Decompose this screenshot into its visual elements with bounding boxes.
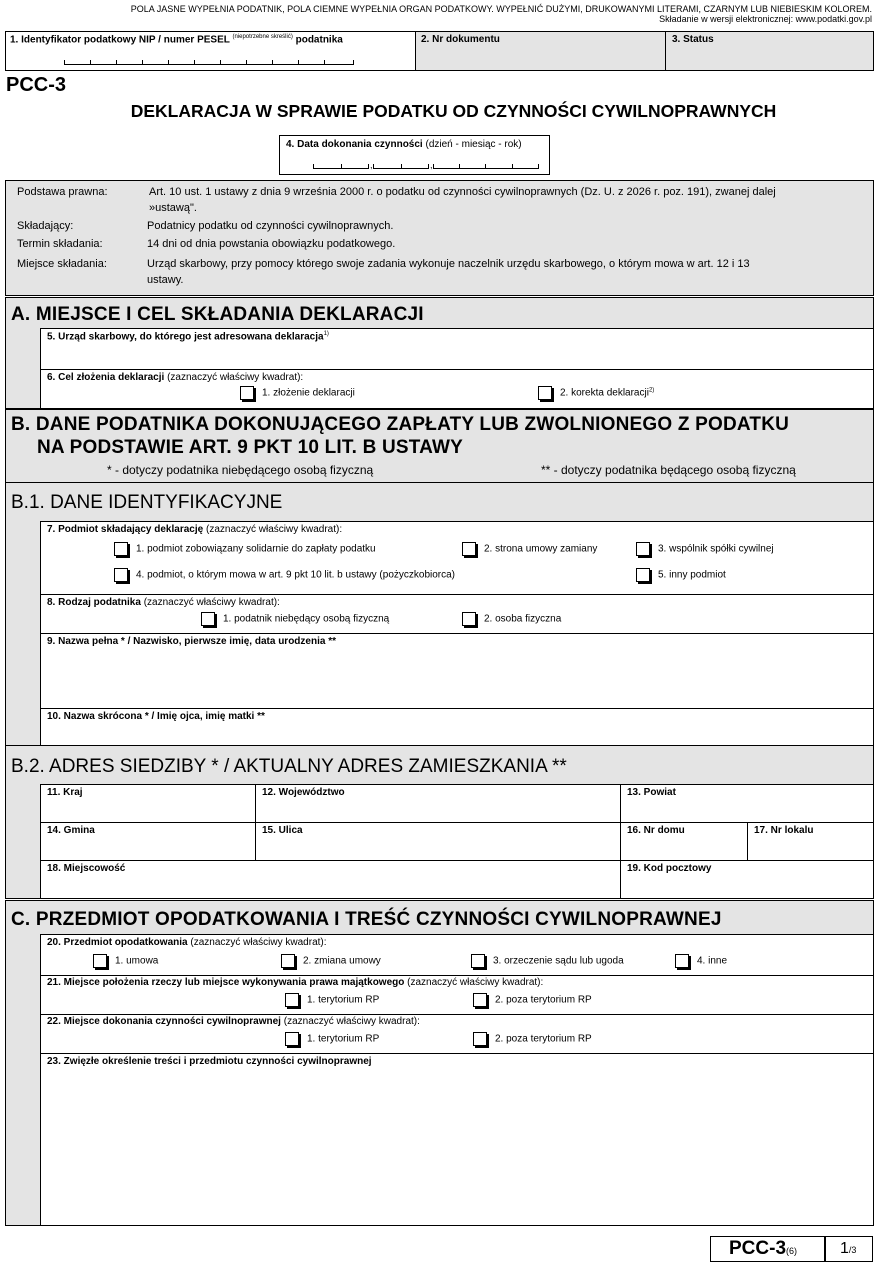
legal-person-note: * - dotyczy podatnika niebędącego osobą fizyczną <box>107 463 374 477</box>
address-grid <box>40 784 873 898</box>
field-10-short-name[interactable] <box>40 708 873 745</box>
field-2-label: 2. Nr dokumentu <box>421 34 500 45</box>
field-20-label: 20. Przedmiot opodatkowania (zaznaczyć właściwy kwadrat): <box>47 937 327 948</box>
field-17-apartment-number[interactable] <box>748 823 873 861</box>
place-label: Miejsce składania: <box>17 258 107 270</box>
checkbox-icon[interactable] <box>462 612 476 626</box>
field-8-taxpayer-type <box>40 594 873 633</box>
field-9-full-name[interactable] <box>40 633 873 708</box>
field-21-label: 21. Miejsce położenia rzeczy lub miejsce wykonywania prawa majątkowego (zaznaczyć właściwy kwadrat): <box>47 977 544 988</box>
field-22-action-location <box>40 1014 873 1053</box>
field-1-label: 1. Identyfikator podatkowy NIP / numer PESEL $^{(niepotrzebne skreślić)}$ podatnika <box>10 34 343 46</box>
option-contract[interactable]: 1. umowa <box>93 954 158 968</box>
footer-form-code <box>710 1236 825 1262</box>
top-id-row <box>5 31 874 71</box>
field-11-country[interactable] <box>41 785 256 823</box>
deadline-text: 14 dni od dnia powstania obowiązku podatkowego. <box>147 238 396 250</box>
field-22-label: 22. Miejsce dokonania czynności cywilnoprawnej (zaznaczyć właściwy kwadrat): <box>47 1016 420 1027</box>
field-13-label: 13. Powiat <box>627 787 676 798</box>
checkbox-icon[interactable] <box>636 542 650 556</box>
field-12-voivodeship[interactable] <box>256 785 621 823</box>
checkbox-icon[interactable] <box>462 542 476 556</box>
checkbox-icon[interactable] <box>93 954 107 968</box>
option-civil-partner[interactable]: 3. wspólnik spółki cywilnej <box>636 542 774 556</box>
checkbox-icon[interactable] <box>675 954 689 968</box>
checkbox-icon[interactable] <box>636 568 650 582</box>
field-6-label: 6. Cel złożenia deklaracji (zaznaczyć właściwy kwadrat): <box>47 372 304 383</box>
form-title: DEKLARACJA W SPRAWIE PODATKU OD CZYNNOŚCI CYWILNOPRAWNYCH <box>130 101 777 121</box>
option-territory-rp[interactable]: 1. terytorium RP <box>285 993 379 1007</box>
checkbox-icon[interactable] <box>285 1032 299 1046</box>
filer-label: Składający: <box>17 220 74 232</box>
date-year-boxes[interactable] <box>433 163 539 169</box>
section-b2-title: B.2. ADRES SIEDZIBY * / AKTUALNY ADRES ZAMIESZKANIA ** <box>11 756 567 777</box>
date-day-boxes[interactable] <box>313 163 369 169</box>
legal-basis-text: Art. 10 ust. 1 ustawy z dnia 9 września 2000 r. o podatku od czynności cywilnoprawnych (Dz. U. z 2026 r. poz. 191), zwanej dalej <box>149 186 776 198</box>
option-jointly-liable[interactable]: 1. podmiot zobowiązany solidarnie do zapłaty podatku <box>114 542 376 556</box>
field-1-nip-pesel[interactable] <box>6 32 416 70</box>
field-17-label: 17. Nr lokalu <box>754 825 814 836</box>
option-court-ruling[interactable]: 3. orzeczenie sądu lub ugoda <box>471 954 624 968</box>
field-11-label: 11. Kraj <box>47 787 83 798</box>
date-month-boxes[interactable] <box>373 163 429 169</box>
field-8-label: 8. Rodzaj podatnika (zaznaczyć właściwy kwadrat): <box>47 597 280 608</box>
field-6-purpose <box>40 369 873 408</box>
date-separator: , <box>430 160 433 170</box>
option-natural-person[interactable]: 2. osoba fizyczna <box>462 612 561 626</box>
section-a-title: A. MIEJSCE I CEL SKŁADANIA DEKLARACJI <box>11 304 424 325</box>
form-code: PCC-3 <box>6 74 67 96</box>
field-4-label: 4. Data dokonania czynności (dzień - miesiąc - rok) <box>286 139 522 150</box>
option-outside-rp[interactable]: 2. poza terytorium RP <box>473 993 592 1007</box>
section-b-title: B. DANE PODATNIKA DOKONUJĄCEGO ZAPŁATY LUB ZWOLNIONEGO Z PODATKU <box>11 414 790 435</box>
field-15-street[interactable] <box>256 823 621 861</box>
field-20-subject <box>40 934 873 975</box>
field-13-county[interactable] <box>621 785 873 823</box>
field-14-commune[interactable] <box>41 823 256 861</box>
place-text: Urząd skarbowy, przy pomocy którego swoje zadania wykonuje naczelnik urzędu skarbowego, o którym mowa w art. 12 i 13 <box>147 258 750 270</box>
date-separator: , <box>370 160 373 170</box>
legal-basis-label: Podstawa prawna: <box>17 186 108 198</box>
field-1-digit-boxes[interactable] <box>64 59 354 65</box>
checkbox-icon[interactable] <box>473 993 487 1007</box>
option-territory-rp[interactable]: 1. terytorium RP <box>285 1032 379 1046</box>
field-16-house-number[interactable] <box>621 823 748 861</box>
checkbox-icon[interactable] <box>201 612 215 626</box>
footer-page-number <box>825 1236 873 1262</box>
section-c <box>5 900 874 1226</box>
field-23-label: 23. Zwięzłe określenie treści i przedmiotu czynności cywilnoprawnej <box>47 1056 372 1067</box>
option-legal-person[interactable]: 1. podatnik niebędący osobą fizyczną <box>201 612 389 626</box>
option-outside-rp[interactable]: 2. poza terytorium RP <box>473 1032 592 1046</box>
checkbox-icon[interactable] <box>114 542 128 556</box>
section-c-title: C. PRZEDMIOT OPODATKOWANIA I TREŚĆ CZYNNOŚCI CYWILNOPRAWNEJ <box>11 909 722 930</box>
checkbox-icon[interactable] <box>538 386 552 400</box>
field-7-label: 7. Podmiot składający deklarację (zaznaczyć właściwy kwadrat): <box>47 524 343 535</box>
field-2-document-number <box>416 32 666 70</box>
fill-instructions: POLA JASNE WYPEŁNIA PODATNIK, POLA CIEMNE WYPEŁNIA ORGAN PODATKOWY. WYPEŁNIĆ DUŻYMI, DRUKOWANYMI LITERAMI, CZARNYM LUB NIEBIESKIM KOLOREM. <box>130 4 872 14</box>
checkbox-icon[interactable] <box>240 386 254 400</box>
page-indicator: 1/3 <box>840 1240 857 1257</box>
section-b-title-cont: NA PODSTAWIE ART. 9 PKT 10 LIT. B USTAWY <box>37 437 464 458</box>
electronic-filing-note: Składanie w wersji elektronicznej: www.podatki.gov.pl <box>659 14 872 24</box>
field-3-status <box>666 32 873 70</box>
natural-person-note: ** - dotyczy podatnika będącego osobą fizyczną <box>541 463 796 477</box>
filer-text: Podatnicy podatku od czynności cywilnoprawnych. <box>147 220 394 232</box>
field-18-city[interactable] <box>41 861 621 898</box>
field-14-label: 14. Gmina <box>47 825 95 836</box>
deadline-label: Termin składania: <box>17 238 103 250</box>
section-a <box>5 297 874 409</box>
field-16-label: 16. Nr domu <box>627 825 685 836</box>
field-10-label: 10. Nazwa skrócona * / Imię ojca, imię matki ** <box>47 711 265 722</box>
section-b1-title: B.1. DANE IDENTYFIKACYJNE <box>11 492 283 513</box>
option-other[interactable]: 4. inne <box>675 954 727 968</box>
option-contract-change[interactable]: 2. zmiana umowy <box>281 954 381 968</box>
checkbox-icon[interactable] <box>281 954 295 968</box>
field-15-label: 15. Ulica <box>262 825 303 836</box>
field-21-property-location <box>40 975 873 1014</box>
option-other-entity[interactable]: 5. inny podmiot <box>636 568 726 582</box>
option-borrower[interactable]: 4. podmiot, o którym mowa w art. 9 pkt 10 lit. b ustawy (pożyczkobiorca) <box>114 568 455 582</box>
field-5-label: 5. Urząd skarbowy, do którego jest adresowana deklaracja$^{1)}$ <box>47 331 329 343</box>
footer-code: PCC-3(6) <box>729 1238 798 1259</box>
checkbox-icon[interactable] <box>285 993 299 1007</box>
section-b <box>5 409 874 899</box>
legal-info <box>5 180 874 296</box>
field-7-filing-entity <box>40 521 873 594</box>
checkbox-icon[interactable] <box>471 954 485 968</box>
checkbox-icon[interactable] <box>473 1032 487 1046</box>
field-23-description[interactable] <box>40 1053 873 1225</box>
field-3-label: 3. Status <box>672 34 714 45</box>
option-exchange-party[interactable]: 2. strona umowy zamiany <box>462 542 597 556</box>
place-text-cont: ustawy. <box>147 274 184 286</box>
legal-basis-text-cont: »ustawą". <box>149 202 197 214</box>
field-4-date[interactable] <box>279 135 550 175</box>
field-19-postal-code[interactable] <box>621 861 873 898</box>
field-12-label: 12. Województwo <box>262 787 345 798</box>
field-9-label: 9. Nazwa pełna * / Nazwisko, pierwsze imię, data urodzenia ** <box>47 636 336 647</box>
option-submission[interactable]: 1. złożenie deklaracji <box>240 386 355 400</box>
field-18-label: 18. Miejscowość <box>47 863 126 874</box>
checkbox-icon[interactable] <box>114 568 128 582</box>
field-5-tax-office[interactable] <box>40 328 873 369</box>
field-19-label: 19. Kod pocztowy <box>627 863 712 874</box>
option-correction[interactable]: 2. korekta deklaracji$^{2)}$ <box>538 386 654 400</box>
